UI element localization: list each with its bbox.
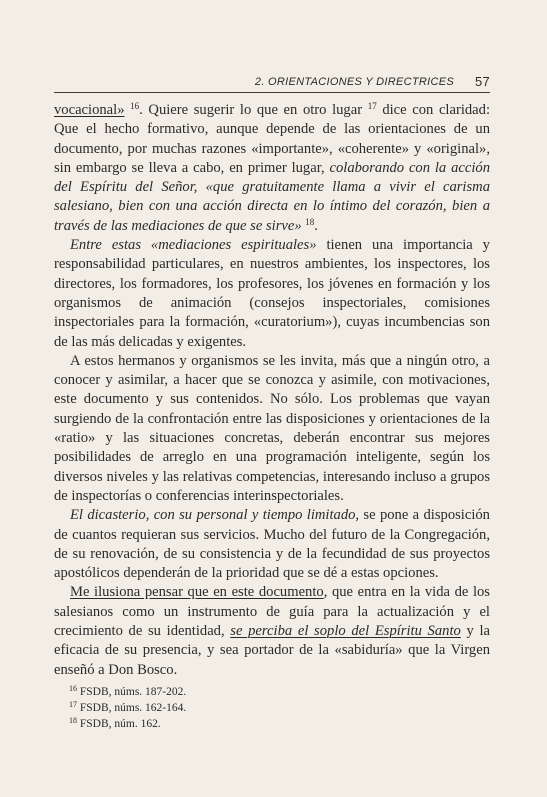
p1-quote: colaborando con la acción del Espíritu del Señor, «que gratuitamente llama a vivir el carisma salesiano, bien con una acción directa en lo íntimo del corazón, bien a través de las mediaciones de que se sirve»	[54, 159, 490, 234]
footnote-ref-18[interactable]: 18	[305, 216, 315, 227]
paragraph-2	[54, 236, 490, 352]
running-header	[54, 72, 490, 93]
p1-text-c: dice con claridad: Que el hecho formativo, aunque depende de las orientaciones de un documento, por muchas razones «importante», «coherente» y «original», sin embargo se lleva a cabo, en primer lugar,	[54, 102, 490, 176]
p1-text-e: .	[314, 217, 318, 234]
p5-lead: Me ilusiona pensar que en este documento	[70, 584, 324, 601]
paragraph-1	[54, 101, 490, 236]
p4-text: se pone a disposición de cuantos requieran sus servicios. Mucho del futuro de la Congregación, de su renovación, de su consistencia y de la fecundidad de sus proyectos apostólicos dependerán de la prioridad que se dé a estas opciones.	[54, 507, 490, 582]
footnote-17: $^{17}$ FSDB, núms. 162-164.	[69, 700, 187, 714]
footnote-ref-17[interactable]: 17	[367, 101, 377, 111]
footnote-ref-16[interactable]: 16	[130, 101, 140, 111]
paragraph-5	[54, 583, 490, 679]
footnote-18: $^{18}$ FSDB, núm. 162.	[69, 716, 161, 730]
page-number: 57	[474, 74, 490, 89]
p4-lead: El dicasterio, con su personal y tiempo limitado,	[70, 507, 360, 524]
p5-text-d: y la eficacia de su presencia, y sea portador de la «sabiduría» que la Virgen enseñó a Don Bosco.	[54, 623, 490, 678]
paragraph-3	[54, 352, 490, 506]
p2-lead: Entre estas «mediaciones espirituales»	[70, 237, 317, 254]
p1-start: vocacional»	[54, 102, 125, 118]
p5-text-b: , que entra en la vida de los salesianos como un instrumento de guía para la actualización y el crecimiento de su identidad,	[54, 584, 490, 640]
p3-text: A estos hermanos y organismos se les invita, más que a ningún otro, a conocer y asimilar, a hacer que se conozca y asimile, con motivaciones, este documento y sus contenidos. No sólo. Los problemas que vayan surgiendo de la confrontación entre las disposiciones y orientaciones de la «ratio» y las situaciones concretas, deberán encontrar sus mejores posibilidades de arreglo en una programación inteligente, según los diversos niveles y las relativas competencias, interesando incluso a grupos de inspectorías o conferencias interinspectoriales.	[54, 352, 490, 504]
p5-emphasis: se perciba el soplo del Espíritu Santo	[230, 623, 461, 640]
footnotes	[69, 684, 489, 732]
body-text	[54, 101, 490, 680]
running-title: 2. ORIENTACIONES Y DIRECTRICES	[254, 76, 454, 88]
paragraph-4	[54, 506, 490, 583]
footnote-16: $^{16}$ FSDB, núms. 187-202.	[69, 684, 187, 698]
p2-text: tienen una importancia y responsabilidad particulares, en nuestros ambientes, los inspectores, los directores, los formadores, los profesores, los jóvenes en formación y los organismos de animación (consejos inspectoriales, comisiones inspectoriales para la formación, «curatorium»), cuyas incumbencias son de las más delicadas y exigentes.	[54, 237, 490, 350]
p1-text-b: . Quiere sugerir lo que en otro lugar	[139, 102, 368, 118]
